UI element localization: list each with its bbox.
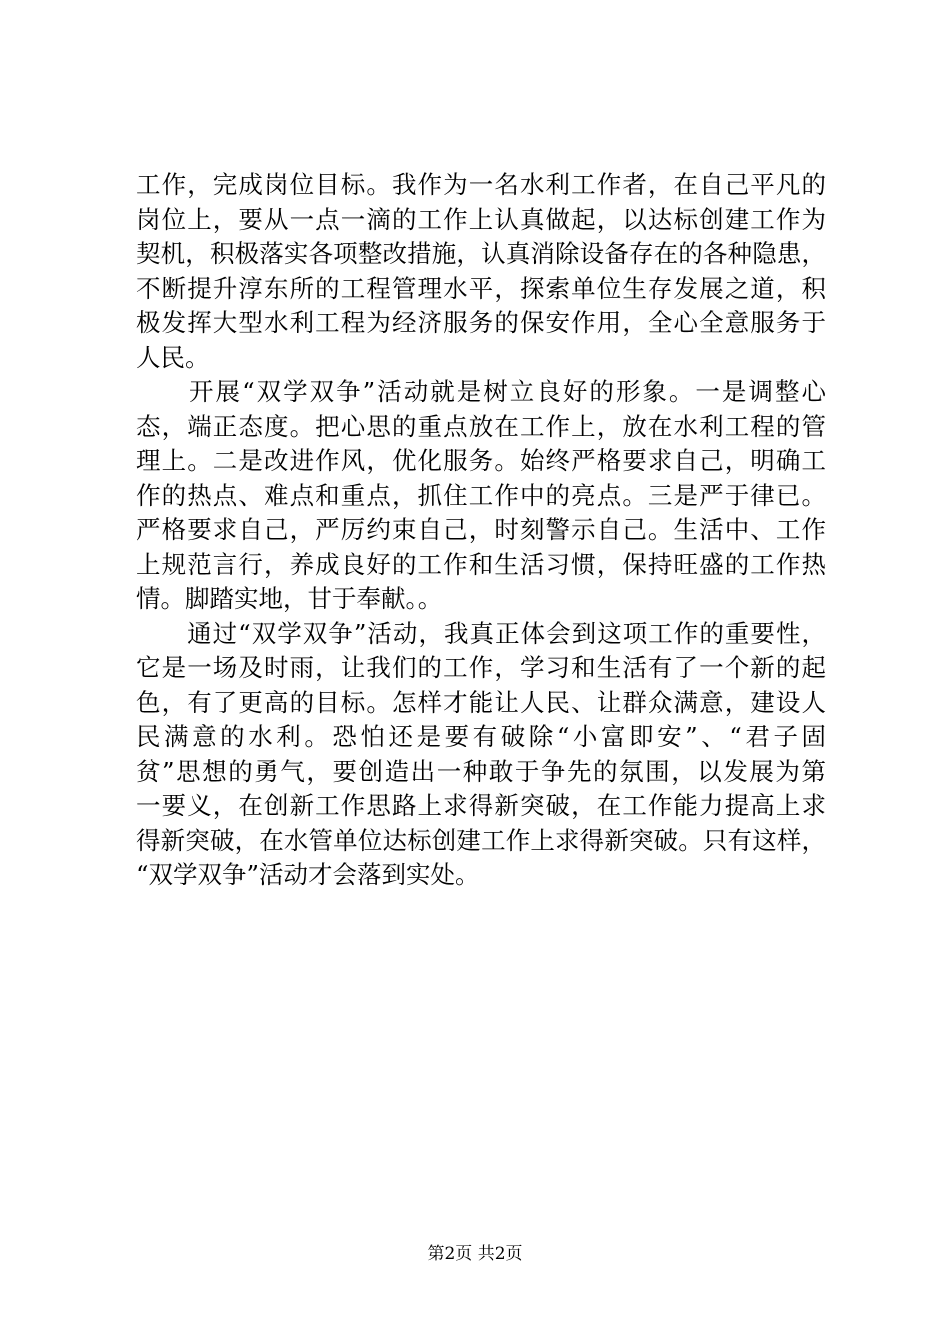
text-line: 情。脚踏实地，甘于奉献。。 <box>136 584 443 613</box>
text-line: 工作，完成岗位目标。我作为一名水利工作者，在自己平凡的 <box>136 170 826 199</box>
text-line: 上规范言行，养成良好的工作和生活习惯，保持旺盛的工作热 <box>136 549 826 579</box>
text-line: 严格要求自己，严厉约束自己，时刻警示自己。生活中、工作 <box>136 515 826 544</box>
text-line: 理上。二是改进作风，优化服务。始终严格要求自己，明确工 <box>136 446 826 475</box>
body-text <box>136 168 826 893</box>
text-line: 契机，积极落实各项整改措施，认真消除设备存在的各种隐患， <box>136 239 826 268</box>
text-line: 不断提升淳东所的工程管理水平，探索单位生存发展之道，积 <box>136 273 826 303</box>
text-line: 贫”思想的勇气，要创造出一种敢于争先的氛围，以发展为第 <box>136 756 826 786</box>
text-line: 开展“双学双争”活动就是树立良好的形象。一是调整心 <box>136 377 826 406</box>
paragraph-3 <box>136 617 826 893</box>
text-line: 一要义，在创新工作思路上求得新突破，在工作能力提高上求 <box>136 791 826 820</box>
text-line: 作的热点、难点和重点，抓住工作中的亮点。三是严于律已。 <box>136 480 826 510</box>
text-line: 人民。 <box>136 342 210 372</box>
text-line: “双学双争”活动才会落到实处。 <box>136 860 480 889</box>
text-line: 民满意的水利。恐怕还是要有破除“小富即安”、“君子固 <box>136 722 826 751</box>
paragraph-1 <box>136 168 826 375</box>
text-line: 极发挥大型水利工程为经济服务的保安作用，全心全意服务于 <box>136 308 826 337</box>
page-number-footer: 第2页 共2页 <box>427 1244 523 1264</box>
text-line: 岗位上，要从一点一滴的工作上认真做起，以达标创建工作为 <box>136 204 826 234</box>
text-line: 它是一场及时雨，让我们的工作，学习和生活有了一个新的起 <box>136 653 826 682</box>
text-line: 态，端正态度。把心思的重点放在工作上，放在水利工程的管 <box>136 411 826 441</box>
text-line: 色，有了更高的目标。怎样才能让人民、让群众满意，建设人 <box>136 687 826 717</box>
text-line: 通过“双学双争”活动，我真正体会到这项工作的重要性， <box>136 618 826 648</box>
paragraph-2 <box>136 375 826 617</box>
text-line: 得新突破，在水管单位达标创建工作上求得新突破。只有这样， <box>136 825 826 855</box>
